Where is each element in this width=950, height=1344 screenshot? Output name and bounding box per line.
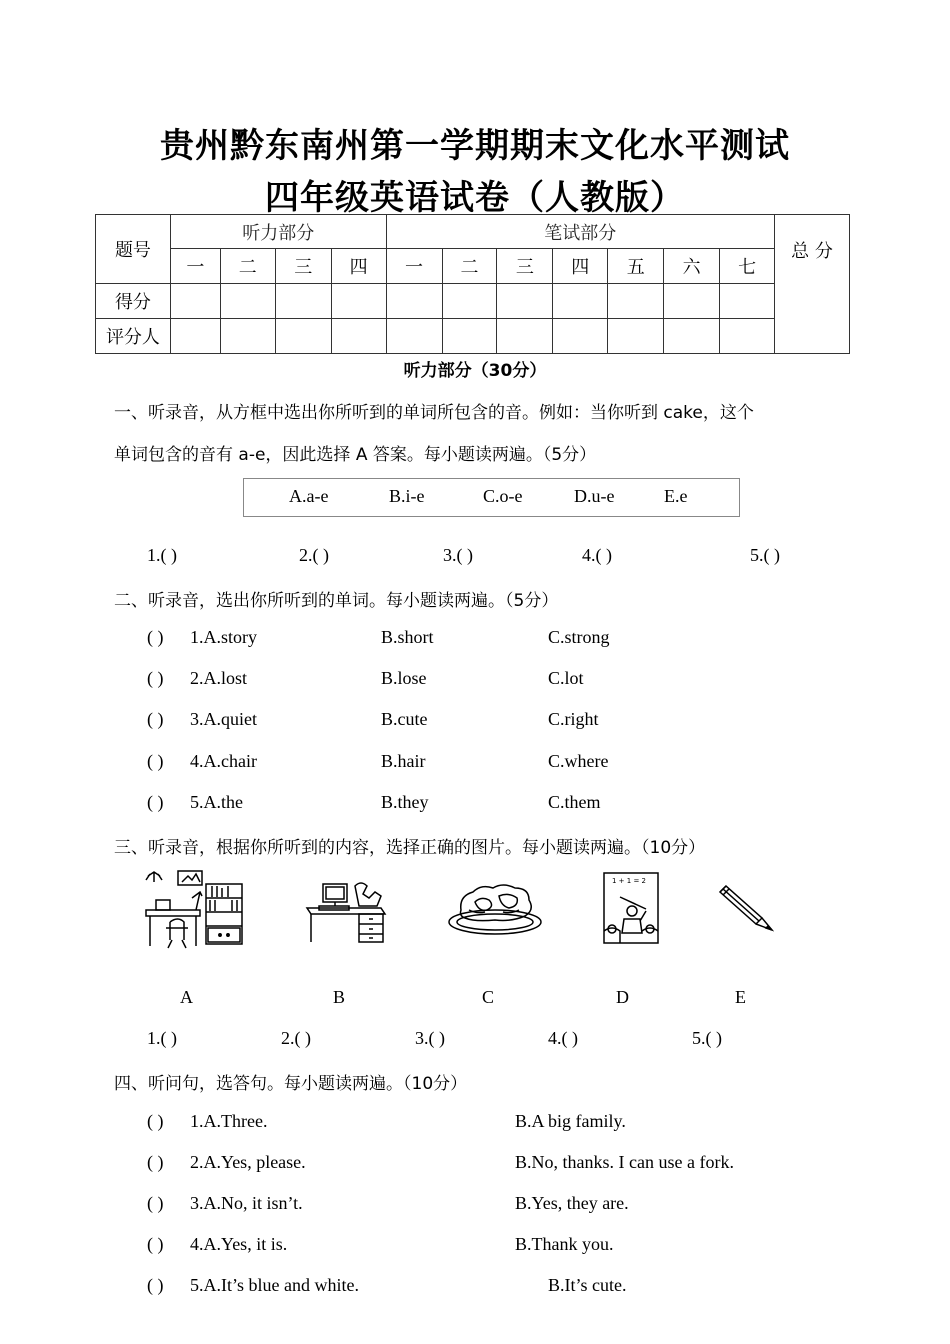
s4-option-a: 1.A.Three. xyxy=(190,1111,268,1131)
score-cell[interactable] xyxy=(442,284,497,319)
picture-label: E xyxy=(735,987,746,1007)
s4-option-a: 2.A.Yes, please. xyxy=(190,1152,306,1172)
s2-option-a: 2.A.lost xyxy=(190,668,248,688)
score-cell[interactable] xyxy=(664,284,720,319)
s2-answer-blank[interactable]: ( ) xyxy=(147,792,164,812)
s1-answer-blank[interactable]: 1.( ) xyxy=(147,545,177,565)
s2-option-b: B.hair xyxy=(381,751,426,771)
picture-label: C xyxy=(482,987,495,1007)
write-num: 七 xyxy=(720,249,775,284)
s2-option-b: B.they xyxy=(381,792,429,812)
s4-option-a: 3.A.No, it isn’t. xyxy=(190,1193,303,1213)
listen-num: 二 xyxy=(220,249,275,284)
grader-cell[interactable] xyxy=(275,319,331,354)
s4-option-b: B.No, thanks. I can use a fork. xyxy=(515,1152,734,1172)
score-cell[interactable] xyxy=(275,284,331,319)
writing-header-cell: 笔试部分 xyxy=(386,215,774,249)
s2-option-b: B.lose xyxy=(381,668,427,688)
s1-answer-blank[interactable]: 2.( ) xyxy=(299,545,329,565)
grader-cell[interactable] xyxy=(331,319,386,354)
total-cell: 总 分 xyxy=(775,215,850,354)
score-cell[interactable] xyxy=(553,284,608,319)
s1-box-option: C.o-e xyxy=(483,486,523,506)
s2-option-c: C.right xyxy=(548,709,599,729)
picture-label: A xyxy=(180,987,193,1007)
s3-answer-blank[interactable]: 4.( ) xyxy=(548,1028,578,1048)
s4-answer-blank[interactable]: ( ) xyxy=(147,1152,164,1172)
s2-option-c: C.strong xyxy=(548,627,610,647)
grader-cell[interactable] xyxy=(442,319,497,354)
s2-option-a: 1.A.story xyxy=(190,627,257,647)
write-num: 一 xyxy=(386,249,442,284)
s3-answer-blank[interactable]: 1.( ) xyxy=(147,1028,177,1048)
s4-option-b: B.Thank you. xyxy=(515,1234,614,1254)
title-line-2: 四年级英语试卷（人教版） xyxy=(265,178,685,218)
score-cell[interactable] xyxy=(608,284,664,319)
s2-option-b: B.short xyxy=(381,627,434,647)
write-num: 六 xyxy=(664,249,720,284)
grader-cell[interactable] xyxy=(608,319,664,354)
s2-answer-blank[interactable]: ( ) xyxy=(147,627,164,647)
s4-instruction: 四、听问句，选答句。每小题读两遍。（10分） xyxy=(114,1074,468,1094)
s3-answer-blank[interactable]: 2.( ) xyxy=(281,1028,311,1048)
score-cell[interactable] xyxy=(386,284,442,319)
s1-box-option: D.u-e xyxy=(574,486,615,506)
s1-instruction-line2: 单词包含的音有 a-e，因此选择 A 答案。每小题读两遍。（5分） xyxy=(114,445,597,465)
score-cell[interactable] xyxy=(170,284,220,319)
grader-cell[interactable] xyxy=(553,319,608,354)
score-cell[interactable] xyxy=(331,284,386,319)
grader-cell[interactable] xyxy=(720,319,775,354)
grader-cell[interactable] xyxy=(664,319,720,354)
s3-instruction: 三、听录音，根据你所听到的内容，选择正确的图片。每小题读两遍。（10分） xyxy=(114,838,706,858)
study-room-picture[interactable] xyxy=(142,868,246,952)
s4-answer-blank[interactable]: ( ) xyxy=(147,1234,164,1254)
picture-label: D xyxy=(616,987,629,1007)
score-cell[interactable] xyxy=(720,284,775,319)
s2-option-c: C.where xyxy=(548,751,609,771)
title-line-1: 贵州黔东南州第一学期期末文化水平测试 xyxy=(160,126,790,166)
s4-option-b: B.A big family. xyxy=(515,1111,626,1131)
listen-num: 一 xyxy=(170,249,220,284)
listen-num: 三 xyxy=(275,249,331,284)
pencil-picture[interactable] xyxy=(716,884,774,932)
s4-option-a: 5.A.It’s blue and white. xyxy=(190,1275,359,1295)
tihao-cell: 题号 xyxy=(96,215,171,284)
s2-instruction: 二、听录音，选出你所听到的单词。每小题读两遍。（5分） xyxy=(114,591,559,611)
s4-answer-blank[interactable]: ( ) xyxy=(147,1193,164,1213)
s4-option-a: 4.A.Yes, it is. xyxy=(190,1234,288,1254)
food-plate-picture[interactable] xyxy=(445,880,545,938)
s2-answer-blank[interactable]: ( ) xyxy=(147,709,164,729)
listening-header-cell: 听力部分 xyxy=(170,215,386,249)
defen-cell: 得分 xyxy=(96,284,171,319)
s1-box-option: B.i-e xyxy=(389,486,425,506)
s2-option-b: B.cute xyxy=(381,709,428,729)
grader-cell[interactable] xyxy=(386,319,442,354)
s1-box-option: A.a-e xyxy=(289,486,329,506)
s3-answer-blank[interactable]: 5.( ) xyxy=(692,1028,722,1048)
s2-option-c: C.lot xyxy=(548,668,584,688)
listen-num: 四 xyxy=(331,249,386,284)
write-num: 三 xyxy=(497,249,553,284)
s1-box-option: E.e xyxy=(664,486,688,506)
s2-answer-blank[interactable]: ( ) xyxy=(147,751,164,771)
write-num: 四 xyxy=(553,249,608,284)
s1-answer-blank[interactable]: 3.( ) xyxy=(443,545,473,565)
write-num: 五 xyxy=(608,249,664,284)
score-table xyxy=(95,214,850,354)
s2-answer-blank[interactable]: ( ) xyxy=(147,668,164,688)
score-cell[interactable] xyxy=(220,284,275,319)
listening-section-header: 听力部分（30分） xyxy=(403,361,547,381)
s1-answer-blank[interactable]: 4.( ) xyxy=(582,545,612,565)
s4-option-b: B.Yes, they are. xyxy=(515,1193,629,1213)
s1-answer-blank[interactable]: 5.( ) xyxy=(750,545,780,565)
grader-cell[interactable] xyxy=(220,319,275,354)
s4-answer-blank[interactable]: ( ) xyxy=(147,1275,164,1295)
pingfenren-cell: 评分人 xyxy=(96,319,171,354)
s2-option-a: 4.A.chair xyxy=(190,751,257,771)
s4-answer-blank[interactable]: ( ) xyxy=(147,1111,164,1131)
teacher-blackboard-picture[interactable] xyxy=(602,871,660,945)
s4-option-b: B.It’s cute. xyxy=(548,1275,627,1295)
grader-cell[interactable] xyxy=(497,319,553,354)
write-num: 二 xyxy=(442,249,497,284)
s3-answer-blank[interactable]: 3.( ) xyxy=(415,1028,445,1048)
s1-instruction-line1: 一、听录音，从方框中选出你所听到的单词所包含的音。例如：当你听到 cake，这个 xyxy=(114,403,754,423)
board-text: 1 + 1 = 2 xyxy=(612,877,646,885)
computer-desk-picture[interactable] xyxy=(303,878,389,944)
s2-option-a: 5.A.the xyxy=(190,792,243,812)
picture-label: B xyxy=(333,987,346,1007)
score-cell[interactable] xyxy=(497,284,553,319)
grader-cell[interactable] xyxy=(170,319,220,354)
s2-option-c: C.them xyxy=(548,792,601,812)
s2-option-a: 3.A.quiet xyxy=(190,709,257,729)
